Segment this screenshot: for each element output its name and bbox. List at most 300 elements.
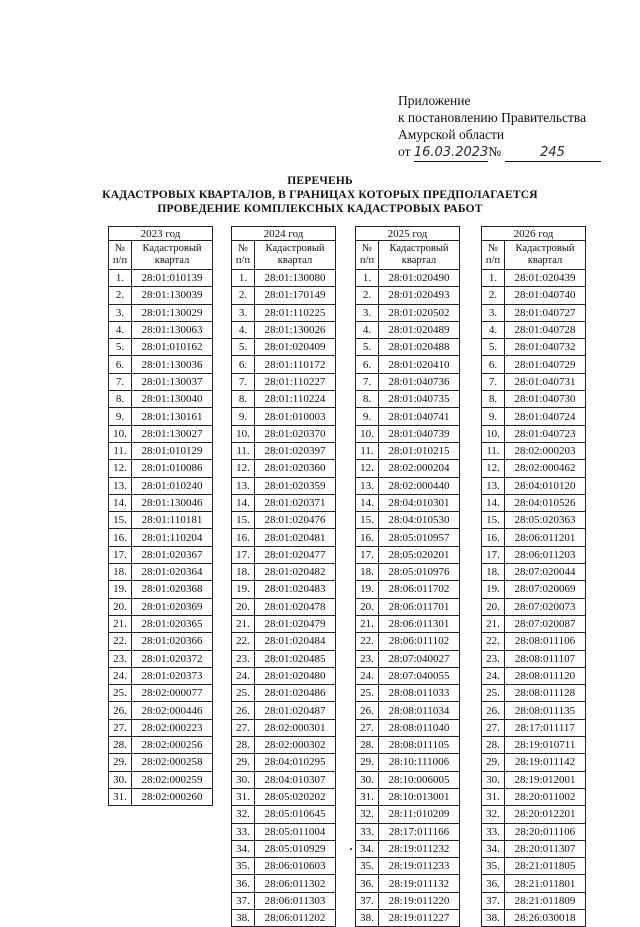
row-number: 16.	[356, 529, 379, 546]
cadastral-cell: 28:26:030018	[505, 909, 586, 926]
row-number: 3.	[109, 304, 132, 321]
row-number: 32.	[232, 806, 255, 823]
row-number: 12.	[356, 460, 379, 477]
cadastral-cell: 28:08:011040	[379, 719, 460, 736]
row-number: 33.	[482, 823, 505, 840]
table-row	[109, 408, 213, 425]
table-row	[232, 633, 336, 650]
cadastral-cell: 28:01:040724	[505, 408, 586, 425]
cadastral-cell: 28:01:010162	[132, 339, 213, 356]
row-number: 19.	[482, 581, 505, 598]
table-row	[356, 719, 460, 736]
row-number: 27.	[482, 719, 505, 736]
row-number: 3.	[232, 304, 255, 321]
table-row	[109, 685, 213, 702]
table-row	[232, 408, 336, 425]
table-row	[232, 425, 336, 442]
cadastral-cell: 28:01:020409	[255, 339, 336, 356]
cadastral-cell: 28:01:010129	[132, 442, 213, 459]
cadastral-cell: 28:07:020073	[505, 598, 586, 615]
table-row	[482, 408, 586, 425]
table-row	[482, 823, 586, 840]
row-number: 28.	[356, 737, 379, 754]
row-number: 20.	[356, 598, 379, 615]
cadastral-cell: 28:01:020364	[132, 564, 213, 581]
num-header: № п/п	[109, 241, 132, 270]
table-row	[356, 633, 460, 650]
cadastral-cell: 28:01:040731	[505, 373, 586, 390]
cadastral-header: Кадастровый квартал	[379, 241, 460, 270]
row-number: 14.	[482, 494, 505, 511]
cadastral-cell: 28:01:130040	[132, 391, 213, 408]
table-row	[232, 754, 336, 771]
table-row	[482, 339, 586, 356]
title-line-2: КАДАСТРОВЫХ КВАРТАЛОВ, В ГРАНИЦАХ КОТОРЫХ ПРЕДПОЛАГАЕТСЯ	[102, 189, 538, 201]
cadastral-cell: 28:01:020478	[255, 598, 336, 615]
cadastral-cell: 28:01:130029	[132, 304, 213, 321]
cadastral-cell: 28:01:040739	[379, 425, 460, 442]
row-number: 26.	[482, 702, 505, 719]
cadastral-cell: 28:08:011106	[505, 633, 586, 650]
table-row	[356, 581, 460, 598]
table-row	[109, 373, 213, 390]
decree-number: 245	[540, 145, 565, 160]
row-number: 8.	[232, 391, 255, 408]
row-number: 10.	[232, 425, 255, 442]
row-number: 31.	[482, 788, 505, 805]
table-row	[482, 667, 586, 684]
row-number: 36.	[232, 875, 255, 892]
table-row	[482, 788, 586, 805]
table-row	[356, 685, 460, 702]
cadastral-cell: 28:04:010295	[255, 754, 336, 771]
cadastral-cell: 28:01:010215	[379, 442, 460, 459]
row-number: 8.	[482, 391, 505, 408]
cadastral-cell: 28:01:020365	[132, 615, 213, 632]
table-row	[482, 737, 586, 754]
table-row	[109, 391, 213, 408]
table-row	[356, 875, 460, 892]
table-row	[356, 598, 460, 615]
row-number: 6.	[482, 356, 505, 373]
cadastral-cell: 28:04:010120	[505, 477, 586, 494]
row-number: 30.	[109, 771, 132, 788]
row-number: 28.	[232, 737, 255, 754]
cadastral-cell: 28:01:010139	[132, 270, 213, 287]
row-number: 1.	[482, 270, 505, 287]
row-number: 17.	[356, 546, 379, 563]
row-number: 6.	[109, 356, 132, 373]
year-header: 2026 год	[482, 227, 586, 241]
cadastral-cell: 28:01:020370	[255, 425, 336, 442]
table-row	[232, 615, 336, 632]
table-row	[356, 356, 460, 373]
row-number: 9.	[356, 408, 379, 425]
row-number: 21.	[482, 615, 505, 632]
table-row	[232, 737, 336, 754]
cadastral-cell: 28:20:011002	[505, 788, 586, 805]
cadastral-cell: 28:02:000077	[132, 685, 213, 702]
cadastral-cell: 28:01:010240	[132, 477, 213, 494]
cadastral-cell: 28:02:000256	[132, 737, 213, 754]
table-row	[109, 529, 213, 546]
row-number: 14.	[356, 494, 379, 511]
row-number: 17.	[482, 546, 505, 563]
cadastral-cell: 28:07:020087	[505, 615, 586, 632]
cadastral-cell: 28:08:011033	[379, 685, 460, 702]
table-row	[482, 425, 586, 442]
cadastral-cell: 28:01:110227	[255, 373, 336, 390]
cadastral-cell: 28:01:110204	[132, 529, 213, 546]
row-number: 14.	[232, 494, 255, 511]
table-row	[482, 391, 586, 408]
cadastral-cell: 28:01:020489	[379, 321, 460, 338]
row-number: 4.	[109, 321, 132, 338]
table-row	[482, 373, 586, 390]
row-number: 20.	[109, 598, 132, 615]
table-row	[232, 356, 336, 373]
cadastral-cell: 28:05:020201	[379, 546, 460, 563]
table-row	[109, 650, 213, 667]
table-row	[482, 840, 586, 857]
table-row	[232, 564, 336, 581]
table-row	[109, 737, 213, 754]
row-number: 3.	[482, 304, 505, 321]
cadastral-cell: 28:07:040055	[379, 667, 460, 684]
cadastral-cell: 28:01:130161	[132, 408, 213, 425]
cadastral-cell: 28:05:010976	[379, 564, 460, 581]
table-row	[109, 442, 213, 459]
row-number: 32.	[356, 806, 379, 823]
cadastral-cell: 28:20:011307	[505, 840, 586, 857]
row-number: 30.	[482, 771, 505, 788]
row-number: 34.	[356, 840, 379, 857]
cadastral-cell: 28:01:020397	[255, 442, 336, 459]
number-prefix: №	[488, 144, 502, 159]
table-row	[232, 270, 336, 287]
table-row	[482, 892, 586, 909]
cadastral-cell: 28:01:020493	[379, 287, 460, 304]
row-number: 16.	[109, 529, 132, 546]
table-row	[232, 806, 336, 823]
cadastral-cell: 28:01:130046	[132, 494, 213, 511]
row-number: 28.	[109, 737, 132, 754]
table-row	[109, 771, 213, 788]
table-2026	[481, 226, 586, 927]
row-number: 36.	[356, 875, 379, 892]
row-number: 5.	[232, 339, 255, 356]
table-row	[232, 909, 336, 926]
row-number: 11.	[482, 442, 505, 459]
cadastral-cell: 28:01:020487	[255, 702, 336, 719]
row-number: 13.	[482, 477, 505, 494]
cadastral-cell: 28:01:020490	[379, 270, 460, 287]
table-row	[109, 615, 213, 632]
table-2025	[355, 226, 460, 927]
row-number: 30.	[232, 771, 255, 788]
table-row	[109, 581, 213, 598]
table-row	[482, 771, 586, 788]
table-row	[109, 356, 213, 373]
cadastral-cell: 28:07:020044	[505, 564, 586, 581]
table-row	[232, 477, 336, 494]
row-number: 24.	[482, 667, 505, 684]
cadastral-cell: 28:01:130027	[132, 425, 213, 442]
annex-block	[398, 92, 601, 162]
table-row	[482, 460, 586, 477]
row-number: 18.	[356, 564, 379, 581]
row-number: 18.	[232, 564, 255, 581]
row-number: 17.	[109, 546, 132, 563]
row-number: 25.	[232, 685, 255, 702]
table-row	[356, 667, 460, 684]
cadastral-cell: 28:17:011117	[505, 719, 586, 736]
cadastral-cell: 28:01:040732	[505, 339, 586, 356]
row-number: 23.	[356, 650, 379, 667]
row-number: 34.	[482, 840, 505, 857]
cadastral-cell: 28:01:020439	[505, 270, 586, 287]
cadastral-cell: 28:01:040723	[505, 425, 586, 442]
table-row	[482, 512, 586, 529]
row-number: 29.	[482, 754, 505, 771]
cadastral-cell: 28:06:010603	[255, 858, 336, 875]
cadastral-cell: 28:01:130039	[132, 287, 213, 304]
row-number: 2.	[356, 287, 379, 304]
row-number: 11.	[109, 442, 132, 459]
annex-line-2: к постановлению Правительства	[398, 110, 587, 125]
table-row	[356, 806, 460, 823]
table-row	[482, 633, 586, 650]
scan-speck	[350, 848, 352, 850]
cadastral-cell: 28:05:010929	[255, 840, 336, 857]
row-number: 35.	[232, 858, 255, 875]
table-row	[232, 339, 336, 356]
row-number: 2.	[109, 287, 132, 304]
cadastral-cell: 28:19:011220	[379, 892, 460, 909]
row-number: 27.	[356, 719, 379, 736]
table-row	[109, 270, 213, 287]
cadastral-cell: 28:01:020477	[255, 546, 336, 563]
table-row	[356, 477, 460, 494]
cadastral-cell: 28:01:170149	[255, 287, 336, 304]
cadastral-cell: 28:01:020371	[255, 494, 336, 511]
row-number: 12.	[232, 460, 255, 477]
table-row	[482, 546, 586, 563]
row-number: 5.	[482, 339, 505, 356]
row-number: 29.	[356, 754, 379, 771]
table-row	[232, 719, 336, 736]
row-number: 37.	[232, 892, 255, 909]
cadastral-header: Кадастровый квартал	[132, 241, 213, 270]
cadastral-cell: 28:06:011201	[505, 529, 586, 546]
cadastral-cell: 28:05:011004	[255, 823, 336, 840]
cadastral-cell: 28:19:011227	[379, 909, 460, 926]
table-row	[356, 892, 460, 909]
row-number: 15.	[356, 512, 379, 529]
cadastral-cell: 28:01:040728	[505, 321, 586, 338]
cadastral-cell: 28:02:000440	[379, 477, 460, 494]
table-row	[232, 512, 336, 529]
cadastral-cell: 28:02:000462	[505, 460, 586, 477]
cadastral-cell: 28:04:010526	[505, 494, 586, 511]
table-row	[109, 321, 213, 338]
row-number: 15.	[482, 512, 505, 529]
num-header: № п/п	[232, 241, 255, 270]
cadastral-cell: 28:01:130036	[132, 356, 213, 373]
row-number: 12.	[109, 460, 132, 477]
table-row	[482, 581, 586, 598]
row-number: 34.	[232, 840, 255, 857]
cadastral-cell: 28:01:020367	[132, 546, 213, 563]
cadastral-cell: 28:20:011106	[505, 823, 586, 840]
cadastral-cell: 28:01:020482	[255, 564, 336, 581]
row-number: 35.	[482, 858, 505, 875]
cadastral-cell: 28:04:010307	[255, 771, 336, 788]
row-number: 2.	[482, 287, 505, 304]
table-row	[482, 477, 586, 494]
table-row	[232, 321, 336, 338]
row-number: 20.	[482, 598, 505, 615]
row-number: 22.	[482, 633, 505, 650]
row-number: 13.	[109, 477, 132, 494]
cadastral-cell: 28:02:000260	[132, 788, 213, 805]
cadastral-cell: 28:01:020485	[255, 650, 336, 667]
row-number: 19.	[109, 581, 132, 598]
table-row	[356, 304, 460, 321]
table-row	[109, 667, 213, 684]
table-row	[109, 564, 213, 581]
row-number: 33.	[356, 823, 379, 840]
row-number: 6.	[232, 356, 255, 373]
cadastral-cell: 28:10:013001	[379, 788, 460, 805]
table-row	[356, 858, 460, 875]
row-number: 8.	[356, 391, 379, 408]
row-number: 25.	[356, 685, 379, 702]
row-number: 35.	[356, 858, 379, 875]
table-row	[232, 494, 336, 511]
cadastral-cell: 28:06:011302	[255, 875, 336, 892]
row-number: 23.	[109, 650, 132, 667]
cadastral-cell: 28:02:000446	[132, 702, 213, 719]
table-row	[482, 494, 586, 511]
row-number: 25.	[482, 685, 505, 702]
table-row	[232, 858, 336, 875]
row-number: 8.	[109, 391, 132, 408]
cadastral-cell: 28:01:110172	[255, 356, 336, 373]
cadastral-cell: 28:01:020484	[255, 633, 336, 650]
table-row	[356, 408, 460, 425]
cadastral-cell: 28:01:110224	[255, 391, 336, 408]
table-row	[356, 442, 460, 459]
row-number: 10.	[109, 425, 132, 442]
cadastral-cell: 28:02:000223	[132, 719, 213, 736]
table-row	[482, 909, 586, 926]
cadastral-cell: 28:01:110181	[132, 512, 213, 529]
table-row	[109, 460, 213, 477]
cadastral-cell: 28:19:010711	[505, 737, 586, 754]
cadastral-cell: 28:01:020366	[132, 633, 213, 650]
table-row	[109, 633, 213, 650]
table-row	[482, 442, 586, 459]
cadastral-cell: 28:01:020359	[255, 477, 336, 494]
table-row	[356, 425, 460, 442]
table-row	[232, 546, 336, 563]
date-prefix: от	[398, 144, 411, 159]
row-number: 11.	[232, 442, 255, 459]
cadastral-cell: 28:02:000258	[132, 754, 213, 771]
cadastral-cell: 28:01:130037	[132, 373, 213, 390]
row-number: 22.	[109, 633, 132, 650]
row-number: 18.	[482, 564, 505, 581]
table-row	[109, 754, 213, 771]
table-row	[356, 650, 460, 667]
document-title	[0, 174, 640, 216]
cadastral-cell: 28:01:040736	[379, 373, 460, 390]
cadastral-cell: 28:01:020502	[379, 304, 460, 321]
row-number: 4.	[482, 321, 505, 338]
row-number: 26.	[232, 702, 255, 719]
table-row	[232, 840, 336, 857]
table-row	[356, 564, 460, 581]
cadastral-cell: 28:08:011120	[505, 667, 586, 684]
row-number: 9.	[482, 408, 505, 425]
cadastral-cell: 28:11:010209	[379, 806, 460, 823]
table-row	[356, 391, 460, 408]
annex-line-1: Приложение	[398, 93, 471, 108]
cadastral-cell: 28:21:011801	[505, 875, 586, 892]
row-number: 30.	[356, 771, 379, 788]
table-2023	[108, 226, 213, 806]
table-row	[109, 788, 213, 805]
table-row	[356, 321, 460, 338]
row-number: 9.	[232, 408, 255, 425]
table-row	[482, 287, 586, 304]
table-row	[356, 546, 460, 563]
row-number: 32.	[482, 806, 505, 823]
table-row	[482, 321, 586, 338]
row-number: 26.	[109, 702, 132, 719]
cadastral-cell: 28:19:011232	[379, 840, 460, 857]
cadastral-cell: 28:01:130026	[255, 321, 336, 338]
cadastral-header: Кадастровый квартал	[255, 241, 336, 270]
table-row	[109, 425, 213, 442]
row-number: 4.	[356, 321, 379, 338]
table-row	[232, 771, 336, 788]
row-number: 21.	[232, 615, 255, 632]
table-row	[356, 373, 460, 390]
table-row	[356, 754, 460, 771]
cadastral-cell: 28:19:012001	[505, 771, 586, 788]
table-row	[232, 650, 336, 667]
row-number: 1.	[356, 270, 379, 287]
row-number: 27.	[109, 719, 132, 736]
table-row	[109, 494, 213, 511]
table-row	[482, 356, 586, 373]
row-number: 15.	[232, 512, 255, 529]
row-number: 25.	[109, 685, 132, 702]
cadastral-cell: 28:01:020479	[255, 615, 336, 632]
annex-date-line	[398, 143, 601, 162]
table-row	[232, 460, 336, 477]
table-row	[109, 719, 213, 736]
row-number: 16.	[482, 529, 505, 546]
row-number: 29.	[109, 754, 132, 771]
table-row	[356, 270, 460, 287]
row-number: 37.	[356, 892, 379, 909]
table-row	[356, 737, 460, 754]
cadastral-cell: 28:01:020372	[132, 650, 213, 667]
row-number: 20.	[232, 598, 255, 615]
